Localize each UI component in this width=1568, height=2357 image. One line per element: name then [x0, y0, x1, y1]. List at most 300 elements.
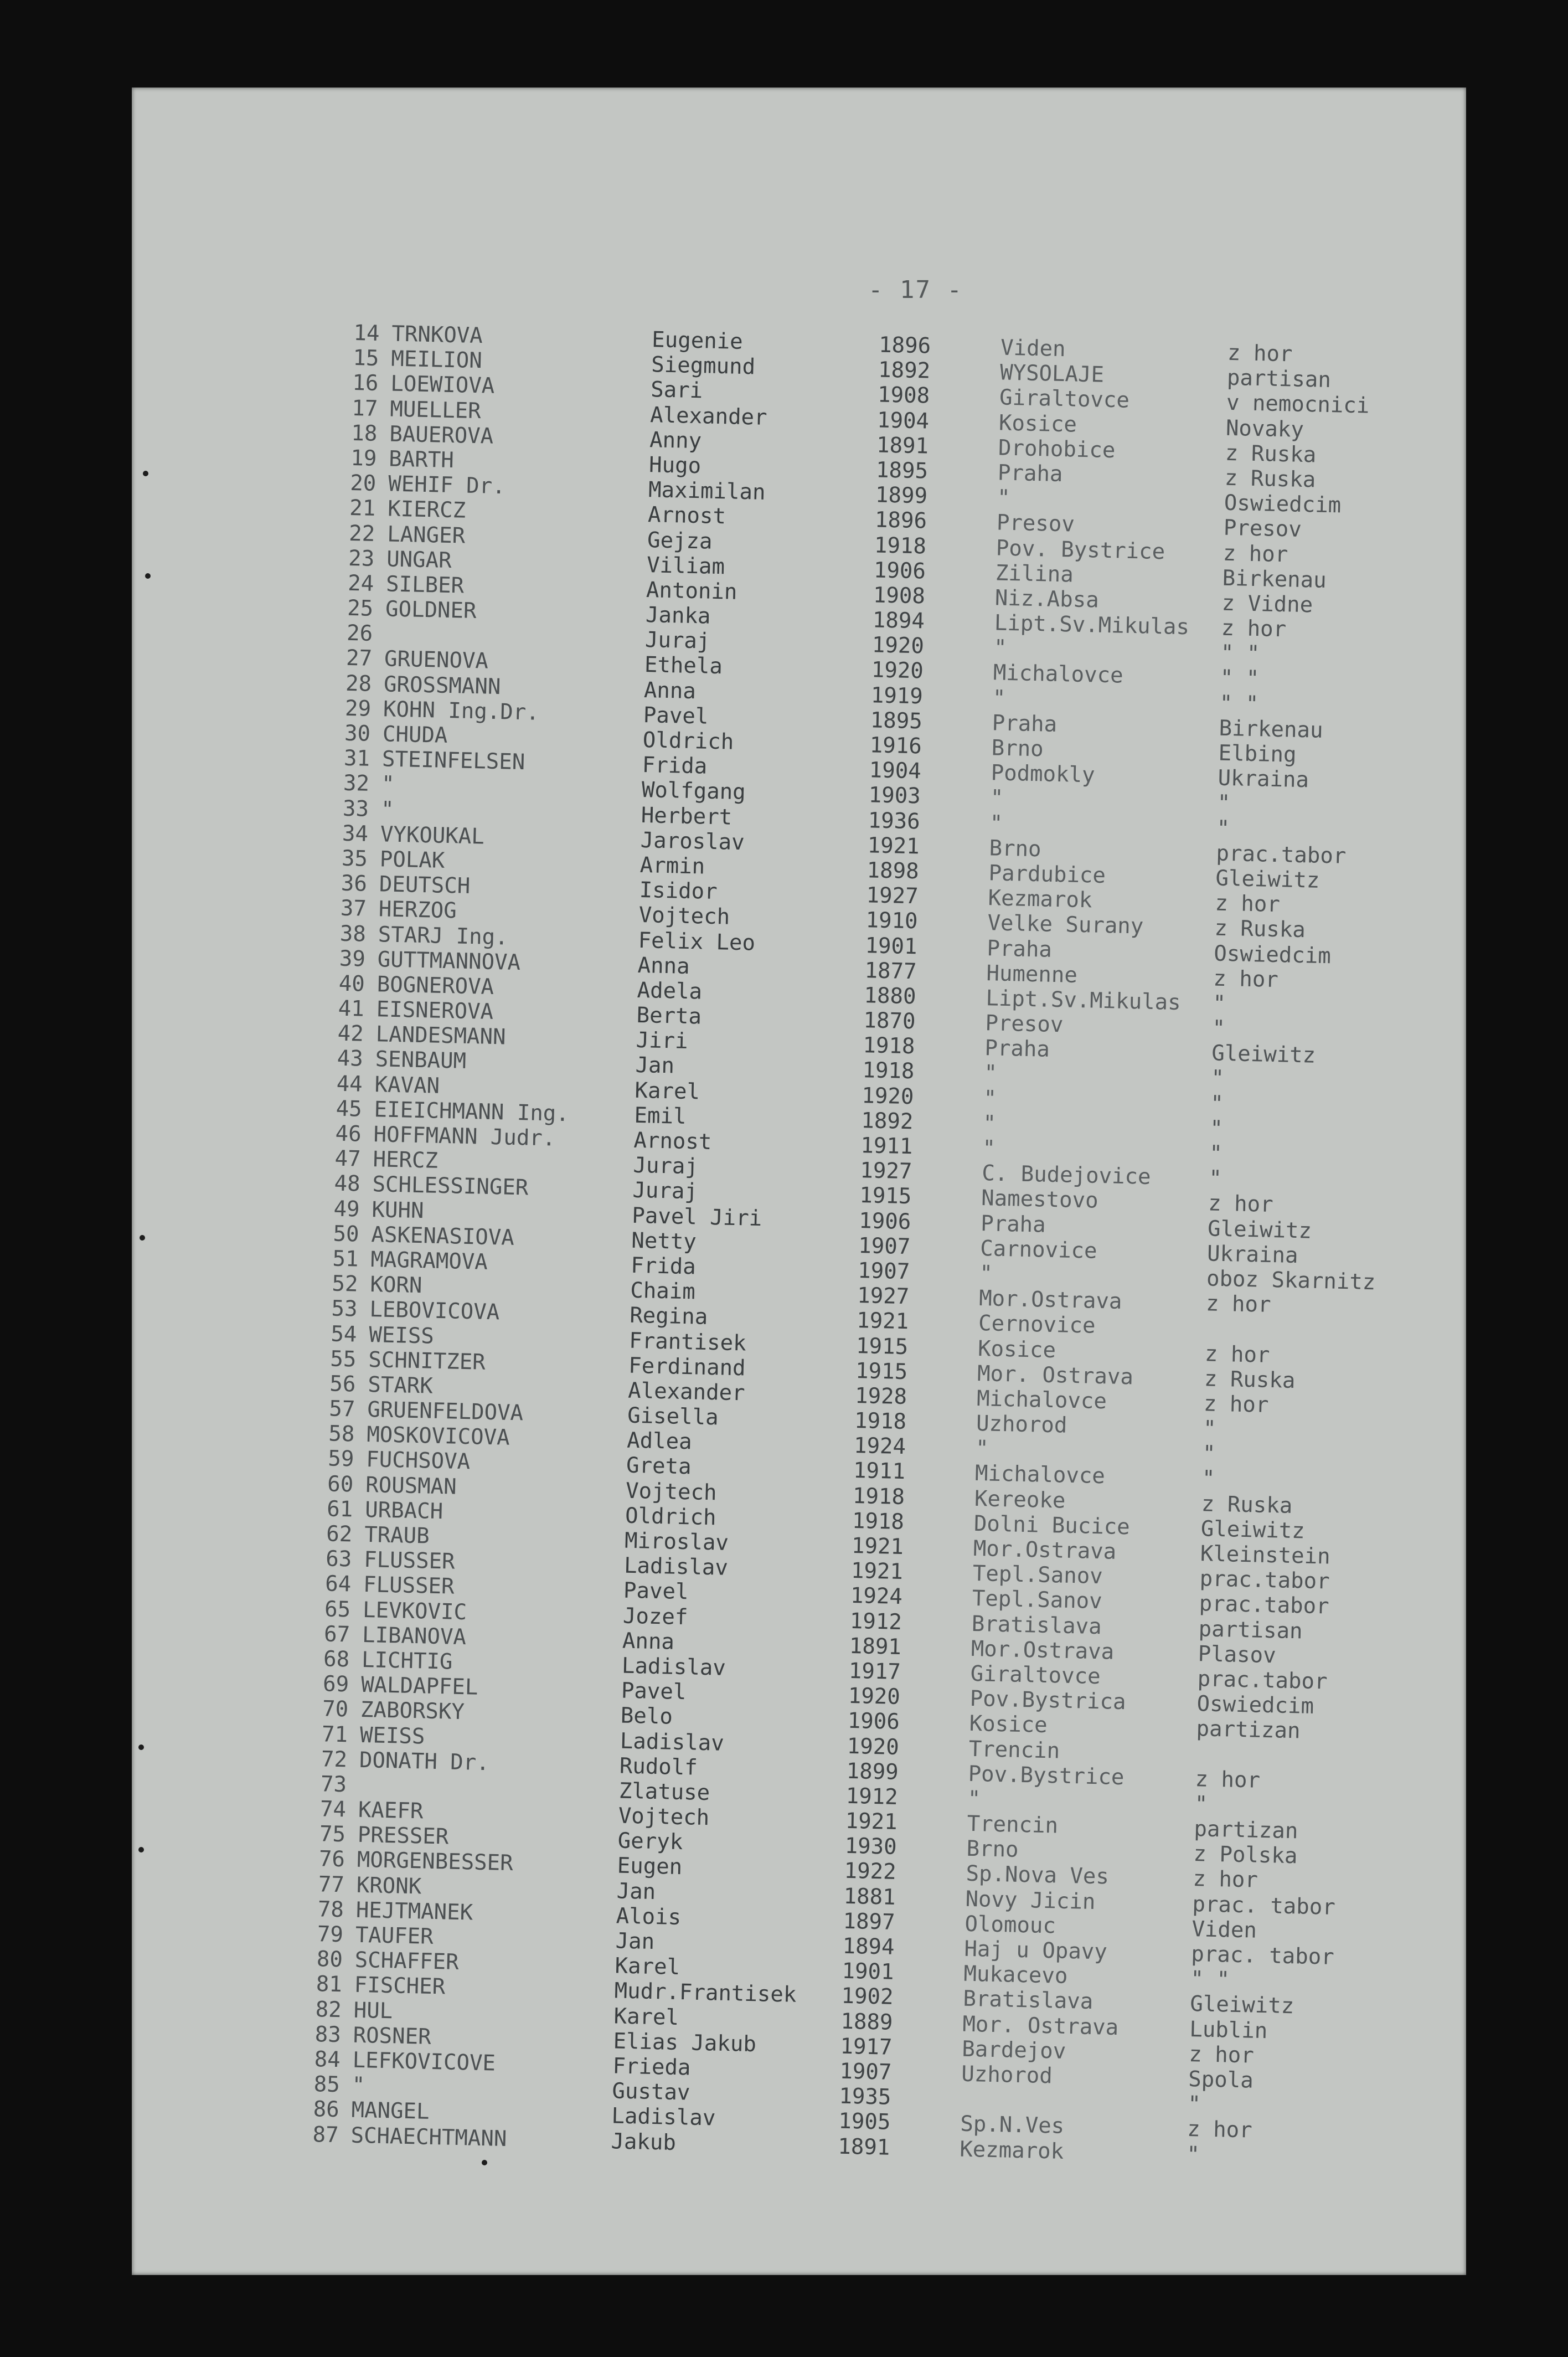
row-number: 50: [333, 1221, 360, 1247]
surname: UNGAR: [386, 547, 452, 573]
surname: WEISS: [359, 1722, 425, 1749]
birth-year: 1915: [859, 1183, 912, 1210]
place: Giraltovce: [999, 385, 1130, 414]
place: WYSOLAJE: [999, 360, 1105, 388]
surname: HERZOG: [378, 897, 457, 924]
birth-year: 1921: [845, 1808, 898, 1835]
punch-hole: [140, 1235, 145, 1241]
row-number: 56: [329, 1371, 356, 1397]
birth-year: 1889: [840, 2009, 893, 2035]
surname: FUCHSOVA: [365, 1447, 471, 1475]
first-name: Eugen: [617, 1853, 683, 1880]
surname: STARK: [367, 1372, 434, 1399]
birth-year: 1895: [870, 708, 923, 734]
first-name: Juraj: [644, 627, 710, 654]
birth-year: 1908: [873, 583, 926, 609]
birth-year: 1911: [860, 1133, 913, 1160]
first-name: Antonin: [646, 577, 737, 605]
destination: Gleiwitz: [1200, 1516, 1306, 1544]
birth-year: 1927: [857, 1283, 910, 1310]
surname: DONATH Dr.: [359, 1747, 490, 1776]
row-number: 32: [343, 771, 370, 797]
surname: ROUSMAN: [365, 1472, 457, 1500]
destination: prac.tabor: [1199, 1566, 1330, 1594]
place: Uzhorod: [976, 1411, 1067, 1438]
first-name: Elias Jakub: [613, 2029, 757, 2057]
row-number: 58: [328, 1421, 355, 1447]
row-number: 36: [341, 871, 368, 897]
destination: " ": [1219, 691, 1259, 717]
row-number: 46: [335, 1121, 362, 1147]
destination: ": [1210, 1091, 1224, 1116]
row-number: 28: [345, 671, 372, 697]
row-number: 68: [323, 1646, 350, 1672]
place: Kereoke: [974, 1486, 1066, 1514]
row-number: 78: [317, 1897, 344, 1923]
destination: prac.tabor: [1197, 1666, 1328, 1695]
birth-year: 1921: [856, 1308, 909, 1335]
row-number: 64: [324, 1571, 352, 1597]
place: Kosice: [977, 1336, 1056, 1363]
first-name: Adela: [637, 977, 703, 1005]
place: ": [967, 1786, 981, 1812]
first-name: Netty: [631, 1228, 697, 1255]
surname: GRUENOVA: [384, 646, 489, 675]
surname: KAVAN: [374, 1072, 440, 1099]
birth-year: 1915: [855, 1333, 909, 1360]
destination: ": [1186, 2142, 1200, 2167]
birth-year: 1895: [875, 457, 929, 484]
surname: HOFFMANN Judr.: [373, 1122, 556, 1151]
surname: KIERCZ: [387, 496, 466, 523]
destination: z hor: [1204, 1341, 1270, 1368]
first-name: Armin: [639, 852, 705, 879]
first-name: Jozef: [622, 1603, 688, 1630]
first-name: Arnost: [647, 502, 726, 529]
row-number: 33: [342, 796, 369, 822]
birth-year: 1870: [863, 1008, 916, 1035]
surname: BAUEROVA: [389, 421, 494, 449]
destination: z hor: [1195, 1766, 1261, 1793]
first-name: Anna: [643, 677, 697, 704]
surname: WEISS: [368, 1322, 435, 1349]
surname: LANGER: [386, 521, 466, 549]
first-name: Arnost: [633, 1128, 712, 1155]
punch-hole: [143, 471, 148, 476]
birth-year: 1880: [864, 983, 916, 1010]
first-name: Juraj: [632, 1178, 698, 1205]
birth-year: 1917: [840, 2034, 893, 2060]
place: ": [983, 1085, 997, 1111]
birth-year: 1927: [859, 1158, 912, 1185]
birth-year: 1920: [848, 1683, 901, 1710]
surname: GROSSMANN: [383, 671, 501, 699]
place: ": [992, 685, 1006, 711]
row-number: 22: [348, 521, 375, 547]
surname: BARTH: [388, 446, 455, 474]
birth-year: 1912: [849, 1608, 902, 1635]
first-name: Alexander: [627, 1378, 746, 1406]
row-number: 83: [314, 2021, 342, 2047]
row-number: 47: [334, 1146, 362, 1172]
row-number: 16: [352, 370, 379, 397]
surname: LIBANOVA: [362, 1622, 467, 1650]
first-name: Adlea: [626, 1428, 693, 1455]
destination: oboz Skarnitz: [1206, 1266, 1376, 1295]
place: Praha: [992, 711, 1058, 737]
birth-year: 1918: [852, 1508, 905, 1535]
place: Kezmarok: [959, 2137, 1064, 2164]
place: ": [989, 810, 1003, 836]
place: Praha: [987, 935, 1053, 963]
first-name: Karel: [613, 2003, 679, 2030]
first-name: Pavel Jiri: [631, 1203, 762, 1231]
first-name: Mudr.Frantisek: [614, 1978, 797, 2008]
surname: HERCZ: [373, 1147, 439, 1174]
row-number: 65: [324, 1596, 351, 1622]
row-number: 75: [319, 1821, 346, 1847]
row-number: 14: [353, 320, 380, 346]
first-name: Greta: [626, 1453, 692, 1480]
destination: z Polska: [1193, 1841, 1298, 1869]
surname: ROSNER: [353, 2023, 432, 2050]
first-name: Juraj: [632, 1152, 699, 1180]
destination: z hor: [1213, 966, 1279, 992]
row-number: 31: [343, 745, 370, 771]
destination: Oswiedcim: [1224, 490, 1342, 518]
first-name: Ladislav: [621, 1653, 726, 1681]
first-name: Viliam: [646, 552, 725, 579]
birth-year: 1908: [877, 382, 930, 409]
surname: LEVKOVIC: [362, 1597, 467, 1625]
place: Viden: [1000, 335, 1066, 362]
row-number: 69: [322, 1671, 349, 1697]
place: Olomouc: [964, 1911, 1056, 1939]
destination: " ": [1220, 640, 1260, 667]
birth-year: 1918: [854, 1408, 907, 1435]
birth-year: 1924: [850, 1583, 903, 1610]
place: Mor.Ostrava: [978, 1286, 1122, 1314]
surname: TRNKOVA: [391, 321, 483, 349]
surname: DEUTSCH: [379, 872, 471, 899]
birth-year: 1921: [850, 1558, 904, 1585]
place: Michalovce: [976, 1386, 1107, 1414]
first-name: Maximilan: [648, 477, 766, 505]
row-number: 74: [319, 1797, 347, 1823]
birth-year: 1892: [878, 357, 931, 384]
document-page: [132, 88, 1466, 2275]
row-number: 41: [338, 996, 365, 1022]
first-name: Siegmund: [651, 352, 756, 380]
place: Mor.Ostrava: [973, 1536, 1117, 1565]
surname: SENBAUM: [375, 1047, 467, 1074]
row-number: 21: [349, 496, 376, 522]
place: ": [983, 1061, 998, 1087]
destination: v nemocnici: [1226, 390, 1370, 419]
place: Trencin: [967, 1811, 1059, 1839]
first-name: Oldrich: [642, 727, 734, 755]
first-name: Ferdinand: [628, 1353, 746, 1381]
punch-hole: [145, 573, 151, 579]
first-name: Pavel: [623, 1578, 689, 1605]
row-number: 40: [338, 971, 365, 997]
birth-year: 1905: [838, 2108, 891, 2135]
place: ": [982, 1136, 996, 1161]
place: Humenne: [986, 960, 1078, 988]
destination: Ukraina: [1206, 1241, 1299, 1268]
destination: Presov: [1223, 515, 1302, 543]
surname: MANGEL: [351, 2097, 430, 2125]
destination: ": [1216, 816, 1230, 841]
place: Pov.Bystrice: [968, 1761, 1125, 1790]
row-number: 55: [329, 1346, 357, 1372]
surname: MORGENBESSER: [357, 1847, 514, 1876]
row-number: 18: [350, 420, 378, 446]
surname: SCHAECHTMANN: [350, 2123, 507, 2152]
row-number: 60: [327, 1471, 354, 1497]
row-number: 38: [339, 921, 367, 947]
first-name: Frieda: [612, 2054, 691, 2081]
surname: LICHTIG: [361, 1647, 453, 1675]
destination: Lublin: [1189, 2016, 1268, 2044]
place: ": [975, 1436, 989, 1461]
destination: z Ruska: [1214, 915, 1306, 943]
row-number: 24: [347, 570, 374, 596]
place: Praha: [980, 1211, 1046, 1238]
place: Giraltovce: [970, 1661, 1101, 1690]
surname: POLAK: [379, 847, 445, 873]
destination: Gleiwitz: [1207, 1216, 1312, 1244]
first-name: Oldrich: [625, 1503, 716, 1531]
surname: VYKOUKAL: [380, 822, 485, 850]
birth-year: 1904: [869, 758, 922, 784]
first-name: Emil: [634, 1103, 687, 1129]
birth-year: 1891: [876, 433, 929, 459]
surname: URBACH: [364, 1497, 443, 1524]
row-number: 59: [327, 1446, 354, 1472]
row-number: 71: [321, 1721, 348, 1747]
destination: ": [1202, 1441, 1216, 1467]
first-name: Felix Leo: [638, 928, 756, 956]
birth-year: 1928: [854, 1383, 907, 1409]
surname: STARJ Ing.: [378, 922, 509, 950]
place: ": [993, 635, 1007, 661]
first-name: Pavel: [643, 702, 709, 729]
destination: Spola: [1188, 2066, 1254, 2093]
first-name: Ladislav: [623, 1553, 729, 1581]
first-name: Frida: [630, 1253, 697, 1280]
row-number: 63: [325, 1546, 352, 1572]
row-number: 72: [321, 1746, 348, 1773]
destination: ": [1208, 1166, 1223, 1192]
birth-year: 1927: [866, 883, 919, 909]
birth-year: 1897: [843, 1908, 896, 1935]
destination: ": [1212, 991, 1226, 1016]
name-list: [290, 320, 1427, 2171]
place: Presov: [984, 1011, 1064, 1038]
destination: z Ruska: [1224, 465, 1316, 493]
row-number: 82: [315, 1996, 342, 2023]
destination: ": [1210, 1066, 1225, 1092]
surname: TRAUB: [364, 1522, 430, 1549]
destination: z Ruska: [1225, 440, 1317, 468]
surname: MAGRAMOVA: [370, 1247, 488, 1275]
destination: Kleinstein: [1200, 1541, 1331, 1569]
surname: FLUSSER: [363, 1547, 456, 1574]
birth-year: 1921: [867, 832, 920, 860]
place: C. Budejovice: [981, 1161, 1152, 1190]
destination: z hor: [1203, 1391, 1269, 1418]
destination: z hor: [1187, 2117, 1253, 2143]
birth-year: 1915: [855, 1358, 908, 1385]
birth-year: 1906: [873, 558, 926, 584]
first-name: Karel: [635, 1078, 700, 1105]
birth-year: 1903: [868, 783, 921, 809]
row-number: 85: [313, 2072, 341, 2098]
birth-year: 1901: [865, 933, 918, 959]
first-name: Anna: [637, 953, 690, 979]
first-name: Gejza: [647, 527, 713, 554]
row-number: 19: [350, 445, 377, 471]
destination: " ": [1190, 1967, 1230, 1993]
destination: ": [1211, 1016, 1226, 1042]
row-number: 29: [344, 696, 372, 722]
first-name: Miroslav: [624, 1528, 729, 1556]
row-number: 87: [312, 2122, 339, 2148]
place: Sp.Nova Ves: [966, 1861, 1110, 1890]
row-number: 26: [346, 621, 373, 647]
first-name: Alexander: [649, 402, 768, 430]
birth-year: 1936: [868, 807, 921, 834]
birth-year: 1918: [863, 1033, 915, 1059]
birth-year: 1924: [853, 1433, 906, 1460]
place: Drohobice: [998, 435, 1116, 463]
place: Kosice: [969, 1711, 1048, 1738]
row-number: 27: [345, 646, 373, 672]
destination: partisan: [1198, 1616, 1303, 1644]
destination: Plasov: [1198, 1641, 1277, 1669]
first-name: Gustav: [612, 2078, 690, 2106]
destination: Birkenau: [1219, 716, 1324, 743]
surname: GRUENFELDOVA: [367, 1397, 524, 1426]
first-name: Pavel: [621, 1678, 687, 1705]
place: Lipt.Sv.Mikulas: [986, 986, 1182, 1016]
destination: z Vidne: [1221, 590, 1313, 618]
surname: KAEFR: [358, 1797, 424, 1824]
birth-year: 1916: [869, 733, 922, 759]
place: Podmokly: [991, 760, 1096, 788]
first-name: Vojtech: [625, 1478, 718, 1505]
row-number: 15: [352, 346, 379, 372]
birth-year: 1907: [858, 1233, 911, 1259]
destination: ": [1209, 1116, 1224, 1141]
surname: KORN: [369, 1272, 422, 1299]
surname: EIEICHMANN Ing.: [374, 1097, 570, 1126]
birth-year: 1877: [864, 958, 917, 984]
surname: STEINFELSEN: [381, 747, 525, 775]
row-number: 61: [326, 1496, 353, 1522]
surname: EISNEROVA: [376, 997, 494, 1025]
destination: z Ruska: [1204, 1366, 1296, 1393]
place: ": [997, 485, 1011, 511]
destination: ": [1194, 1791, 1208, 1817]
place: Pov.Bystrica: [969, 1686, 1127, 1715]
first-name: Eugenie: [651, 327, 744, 354]
first-name: Zlatuse: [618, 1778, 710, 1806]
place: Zilina: [995, 560, 1074, 588]
birth-year: 1920: [871, 632, 925, 659]
first-name: Jakub: [611, 2128, 677, 2155]
birth-year: 1896: [874, 507, 927, 534]
destination: z hor: [1221, 615, 1287, 642]
row-number: 30: [344, 721, 371, 747]
row-number: 51: [332, 1246, 359, 1272]
destination: partisan: [1226, 365, 1332, 393]
first-name: Ladislav: [611, 2103, 716, 2131]
place: Mor. Ostrava: [977, 1361, 1134, 1390]
row-number: 79: [317, 1922, 344, 1948]
surname: LOEWIOVA: [390, 371, 495, 399]
first-name: Karel: [615, 1953, 680, 1980]
row-number: 17: [351, 395, 378, 421]
birth-year: 1899: [875, 482, 928, 509]
destination: prac.tabor: [1216, 841, 1347, 869]
row-number: 57: [328, 1396, 355, 1422]
place: Bratislava: [971, 1611, 1102, 1639]
birth-year: 1894: [842, 1933, 895, 1960]
row-number: 77: [318, 1871, 345, 1897]
destination: z hor: [1188, 2041, 1255, 2068]
birth-year: 1904: [876, 407, 930, 434]
birth-year: 1892: [860, 1108, 914, 1135]
surname: GOLDNER: [385, 596, 477, 624]
first-name: Jan: [615, 1928, 655, 1955]
place: Sp.N.Ves: [960, 2111, 1065, 2139]
row-number: 84: [314, 2047, 341, 2073]
place: Mukacevo: [963, 1961, 1068, 1989]
row-number: 76: [318, 1846, 345, 1872]
surname: KOHN Ing.Dr.: [383, 697, 540, 725]
surname: HUL: [353, 1998, 393, 2024]
birth-year: 1935: [838, 2083, 891, 2110]
birth-year: 1901: [842, 1958, 895, 1985]
place: Michalovce: [974, 1461, 1106, 1489]
destination: prac. tabor: [1192, 1891, 1336, 1920]
place: Cernovice: [978, 1311, 1096, 1339]
surname: SCHLESSINGER: [372, 1172, 529, 1201]
destination: Viden: [1191, 1916, 1257, 1943]
destination: ": [1187, 2092, 1201, 2117]
first-name: Herbert: [641, 802, 733, 830]
birth-year: 1919: [870, 682, 924, 709]
birth-year: 1894: [872, 608, 925, 634]
place: ": [982, 1110, 997, 1136]
destination: z hor: [1223, 541, 1288, 567]
row-number: 45: [336, 1096, 363, 1122]
row-number: 62: [326, 1521, 353, 1547]
birth-year: 1898: [866, 858, 920, 884]
place: Lipt.Sv.Mikulas: [994, 610, 1190, 640]
place: Dolni Bucice: [973, 1511, 1131, 1540]
birth-year: 1920: [871, 657, 924, 684]
surname: MUELLER: [389, 397, 482, 424]
place: Mor. Ostrava: [962, 2011, 1119, 2040]
place: Carnovice: [979, 1236, 1098, 1264]
surname: KUHN: [372, 1197, 424, 1223]
first-name: Vojtech: [618, 1803, 710, 1831]
destination: Birkenau: [1222, 565, 1327, 593]
place: Michalovce: [993, 660, 1124, 689]
